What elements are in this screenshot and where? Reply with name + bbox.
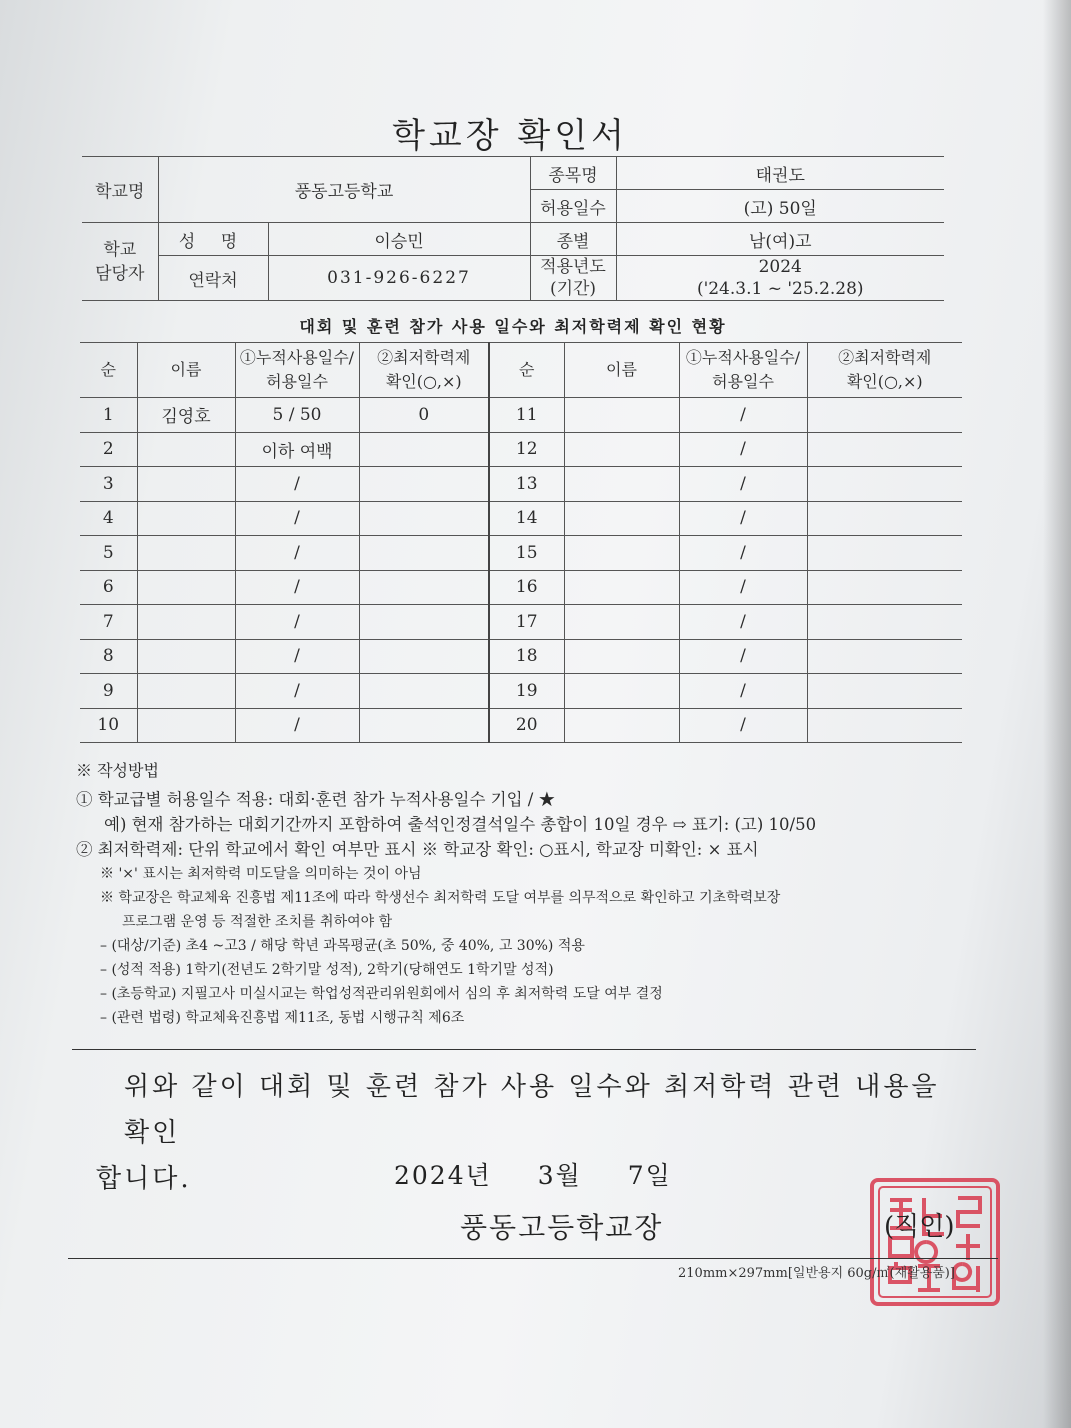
name-cell [564, 674, 679, 709]
min-grade-cell: 0 [359, 398, 489, 433]
seal-mark: (직인) [884, 1212, 955, 1242]
min-grade-cell [807, 708, 962, 743]
days-cell: / [235, 708, 359, 743]
min-grade-cell [359, 639, 489, 674]
table-header-row [80, 343, 962, 398]
row-number-cell: 8 [80, 639, 137, 674]
row-number-cell: 7 [80, 605, 137, 640]
name-cell [137, 674, 235, 709]
divider [68, 1258, 998, 1259]
allowed-days-label: 허용일수 [530, 190, 616, 223]
year-value: 2024 [758, 257, 802, 277]
days-cell: / [679, 708, 807, 743]
table-title: 대회 및 훈련 참가 사용 일수와 최저학력제 확인 현황 [299, 317, 727, 336]
row-number-cell: 20 [489, 708, 564, 743]
header-no: 순 [489, 343, 564, 398]
days-cell: / [679, 639, 807, 674]
row-number-cell: 3 [80, 467, 137, 502]
name-cell [564, 432, 679, 467]
divider [72, 1049, 976, 1050]
event-label: 종목명 [530, 157, 616, 190]
note-line: ② 최저학력제: 단위 학교에서 확인 여부만 표시 ※ 학교장 확인: ○표시, 학교장 미확인: × 표시 [76, 840, 759, 859]
contact-value: 031-926-6227 [268, 256, 530, 301]
paper-size-footer: 210mm×297mm[일반용지 60g/㎡(재활용품)] [678, 1266, 955, 1281]
name-cell [564, 536, 679, 571]
school-name: 풍동고등학교 [158, 157, 530, 223]
min-grade-cell [359, 536, 489, 571]
allowed-days-value: (고) 50일 [616, 190, 944, 223]
row-number-cell: 18 [489, 639, 564, 674]
period-value: ('24.3.1 ~ '25.2.28) [696, 279, 864, 299]
name-cell: 김영호 [137, 398, 235, 433]
name-cell [564, 708, 679, 743]
principal-title: 풍동고등학교장 [460, 1211, 664, 1244]
row-number-cell: 4 [80, 501, 137, 536]
min-grade-cell [807, 605, 962, 640]
min-grade-cell [807, 674, 962, 709]
name-cell [137, 536, 235, 571]
declaration-line: 합니다. [96, 1164, 192, 1194]
days-cell: / [235, 536, 359, 571]
min-grade-cell [807, 570, 962, 605]
min-grade-cell [359, 605, 489, 640]
year-cell [616, 256, 944, 301]
contact-label: 연락처 [158, 256, 268, 301]
table-row [80, 432, 962, 467]
days-cell: / [679, 398, 807, 433]
note-line: 프로그램 운영 등 적절한 조치를 취하여야 함 [122, 914, 393, 930]
name-cell [564, 570, 679, 605]
days-cell: 5 / 50 [235, 398, 359, 433]
min-grade-cell [359, 501, 489, 536]
note-line: – (대상/기준) 초4 ~고3 / 해당 학년 과목평균(초 50%, 중 40%, 고 30%) 적용 [100, 938, 585, 954]
min-grade-cell [359, 708, 489, 743]
note-line: 예) 현재 참가하는 대회기간까지 포함하여 출석인정결석일수 총합이 10일 경우 ⇨ 표기: (고) 10/50 [104, 815, 817, 834]
instructions [76, 758, 976, 1030]
header-name: 이름 [137, 343, 235, 398]
days-cell: / [679, 501, 807, 536]
min-grade-cell [807, 501, 962, 536]
participation-table [80, 342, 962, 743]
min-grade-cell [807, 639, 962, 674]
row-number-cell: 10 [80, 708, 137, 743]
row-number-cell: 19 [489, 674, 564, 709]
min-grade-cell [807, 536, 962, 571]
name-cell [137, 605, 235, 640]
name-cell [564, 398, 679, 433]
days-cell: / [235, 639, 359, 674]
gender-value: 남(여)고 [616, 223, 944, 256]
table-row [80, 570, 962, 605]
days-cell: / [679, 674, 807, 709]
row-number-cell: 5 [80, 536, 137, 571]
table-row [80, 674, 962, 709]
document-title: 학교장 확인서 [392, 116, 628, 156]
min-grade-cell [807, 432, 962, 467]
row-number-cell: 16 [489, 570, 564, 605]
notes-heading: ※ 작성방법 [76, 761, 159, 780]
note-line: ※ 학교장은 학교체육 진흥법 제11조에 따라 학생선수 최저학력 도달 여부를 의무적으로 확인하고 기초학력보장 [100, 890, 781, 906]
name-value: 이승민 [268, 223, 530, 256]
days-cell: / [679, 467, 807, 502]
date-day: 7일 [627, 1161, 672, 1190]
row-number-cell: 1 [80, 398, 137, 433]
info-table [82, 156, 944, 301]
table-row [80, 501, 962, 536]
name-cell [137, 432, 235, 467]
days-cell: / [235, 570, 359, 605]
note-line: – (성적 적용) 1학기(전년도 2학기말 성적), 2학기(당해연도 1학기말 성적) [100, 962, 554, 978]
days-cell: / [679, 570, 807, 605]
row-number-cell: 2 [80, 432, 137, 467]
name-cell [137, 708, 235, 743]
row-number-cell: 11 [489, 398, 564, 433]
note-line: ※ '×' 표시는 최저학력 미도달을 의미하는 것이 아님 [100, 866, 422, 882]
school-label: 학교명 [82, 157, 158, 223]
header-no: 순 [80, 343, 137, 398]
header-min: ②최저학력제 확인(○,×) [359, 343, 489, 398]
row-number-cell: 9 [80, 674, 137, 709]
days-cell: / [235, 467, 359, 502]
min-grade-cell [359, 570, 489, 605]
days-cell: / [679, 605, 807, 640]
paper-edge-shadow [1043, 0, 1071, 1428]
name-cell [137, 501, 235, 536]
min-grade-cell [359, 674, 489, 709]
min-grade-cell [359, 432, 489, 467]
date-year: 2024년 [394, 1161, 492, 1190]
name-label: 성 명 [158, 223, 268, 256]
min-grade-cell [807, 398, 962, 433]
staff-label: 학교 담당자 [82, 223, 158, 301]
table-row [80, 536, 962, 571]
table-row [80, 398, 962, 433]
row-number-cell: 14 [489, 501, 564, 536]
name-cell [137, 467, 235, 502]
declaration-line: 위와 같이 대회 및 훈련 참가 사용 일수와 최저학력 관련 내용을 확인 [124, 1072, 940, 1148]
header-min: ②최저학력제 확인(○,×) [807, 343, 962, 398]
table-row [80, 467, 962, 502]
table-row [80, 605, 962, 640]
days-cell: 이하 여백 [235, 432, 359, 467]
days-cell: / [235, 674, 359, 709]
row-number-cell: 6 [80, 570, 137, 605]
event-value: 태권도 [616, 157, 944, 190]
note-line: ① 학교급별 허용일수 적용: 대회·훈련 참가 누적사용일수 기입 / ★ [76, 790, 556, 809]
row-number-cell: 15 [489, 536, 564, 571]
header-days: ①누적사용일수/ 허용일수 [235, 343, 359, 398]
gender-label: 종별 [530, 223, 616, 256]
name-cell [137, 639, 235, 674]
days-cell: / [679, 536, 807, 571]
days-cell: / [235, 501, 359, 536]
row-number-cell: 17 [489, 605, 564, 640]
table-row [80, 708, 962, 743]
name-cell [564, 501, 679, 536]
days-cell: / [235, 605, 359, 640]
name-cell [564, 605, 679, 640]
note-line: – (관련 법령) 학교체육진흥법 제11조, 동법 시행규칙 제6조 [100, 1010, 465, 1026]
date-month: 3월 [537, 1161, 582, 1190]
name-cell [137, 570, 235, 605]
min-grade-cell [359, 467, 489, 502]
year-label: 적용년도 (기간) [530, 256, 616, 301]
days-cell: / [679, 432, 807, 467]
issue-date [394, 1156, 672, 1192]
header-days: ①누적사용일수/ 허용일수 [679, 343, 807, 398]
name-cell [564, 467, 679, 502]
note-line: – (초등학교) 지필고사 미실시교는 학업성적관리위원회에서 심의 후 최저학력 도달 여부 결정 [100, 986, 663, 1002]
table-row [80, 639, 962, 674]
name-cell [564, 639, 679, 674]
header-name: 이름 [564, 343, 679, 398]
min-grade-cell [807, 467, 962, 502]
row-number-cell: 12 [489, 432, 564, 467]
row-number-cell: 13 [489, 467, 564, 502]
